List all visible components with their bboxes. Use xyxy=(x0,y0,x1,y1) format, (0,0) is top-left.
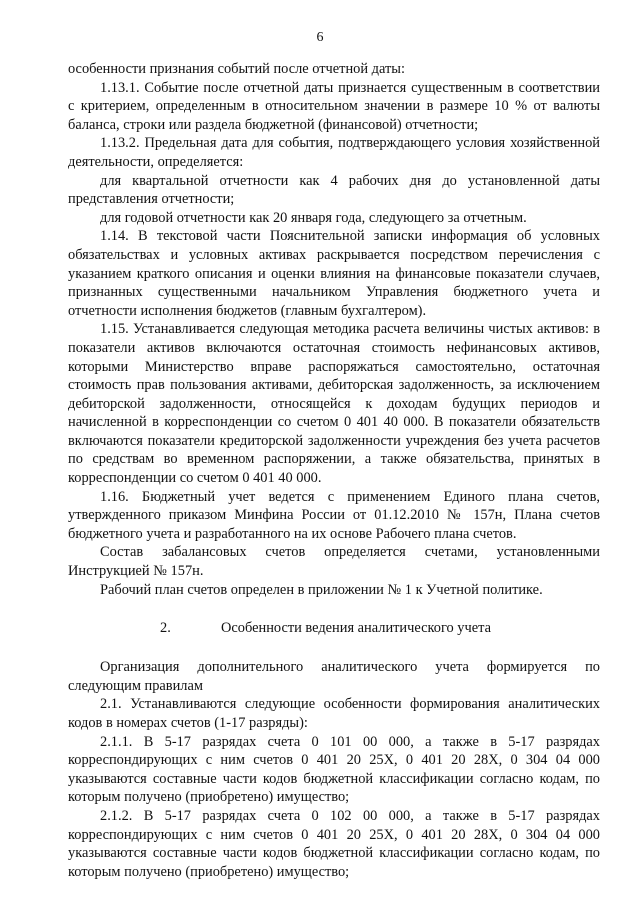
paragraph: Рабочий план счетов определен в приложении № 1 к Учетной политике. xyxy=(100,581,543,598)
paragraph: 2.1.1. В 5-17 разрядах счета 0 101 00 000, а также в 5-17 разрядах корреспондирующих с ним счетов 0 401 20 25Х, 0 401 20 28Х, 0 304 04 000 указываются составные части кодов бюджетной классификации согласно кодам, по которым получено (приобретено) имущество; xyxy=(68,733,600,806)
paragraph: 1.13.1. Событие после отчетной даты признается существенным в соответствии с критерием, определенным в относительном значении в размере 10 % от валюты баланса, строки или раздела бюджетной (финансовой) отчетности; xyxy=(68,79,600,133)
paragraph: 1.14. В текстовой части Пояснительной записки информация об условных обязательствах и условных активах раскрывается посредством перечисления с указанием краткого описания и оценки влияния на финансовые показатели случаев, признанных существенными начальником Управления бюджетного учета и отчетности исполнения бюджетов (главным бухгалтером). xyxy=(68,228,600,319)
section-heading xyxy=(68,619,600,638)
paragraph: 2.1. Устанавливаются следующие особенности формирования аналитических кодов в номерах счетов (1-17 разряды): xyxy=(68,696,600,731)
paragraph: 1.15. Устанавливается следующая методика расчета величины чистых активов: в показатели активов включаются остаточная стоимость нефинансовых активов, которыми Министерство вправе распоряжаться самостоятельно, остаточная стоимость прав пользования активами, дебиторская задолженность, за исключением дебиторской задолженности, относящейся к доходам будущих периодов и начисленной в корреспонденции со счетом 0 401 40 000. В показатели обязательств включаются показатели кредиторской задолженности учреждения без учета расчетов по средствам во временном распоряжении, а также обязательства, принятых в корреспонденции со счетом 0 401 40 000. xyxy=(68,321,600,487)
paragraph: 1.16. Бюджетный учет ведется с применением Единого плана счетов, утвержденного приказом Минфина России от 01.12.2010 № 157н, Плана счетов бюджетного учета и разработанного на их основе Рабочего плана счетов. xyxy=(68,488,600,542)
paragraph: Организация дополнительного аналитического учета формируется по следующим правилам xyxy=(68,659,600,694)
paragraph: Состав забалансовых счетов определяется счетами, установленными Инструкцией № 157н. xyxy=(68,544,600,580)
paragraph: для годовой отчетности как 20 января года, следующего за отчетным. xyxy=(100,209,527,226)
paragraph: 2.1.2. В 5-17 разрядах счета 0 102 00 000, а также в 5-17 разрядах корреспондирующих с ним счетов 0 401 20 25Х, 0 401 20 28Х, 0 304 04 000 указываются составные части кодов бюджетной классификации согласно кодам, по которым получено (приобретено) имущество; xyxy=(68,807,600,880)
section-title: Особенности ведения аналитического учета xyxy=(221,620,491,637)
paragraph: для квартальной отчетности как 4 рабочих дня до установленной даты представления отчетности; xyxy=(68,172,600,208)
paragraph: особенности признания событий после отчетной даты: xyxy=(68,61,405,77)
section-number: 2. xyxy=(160,620,171,637)
page-number: 6 xyxy=(316,30,324,45)
document-body xyxy=(68,60,600,881)
paragraph: 1.13.2. Предельная дата для события, подтверждающего условия хозяйственной деятельности, определяется: xyxy=(68,135,600,170)
